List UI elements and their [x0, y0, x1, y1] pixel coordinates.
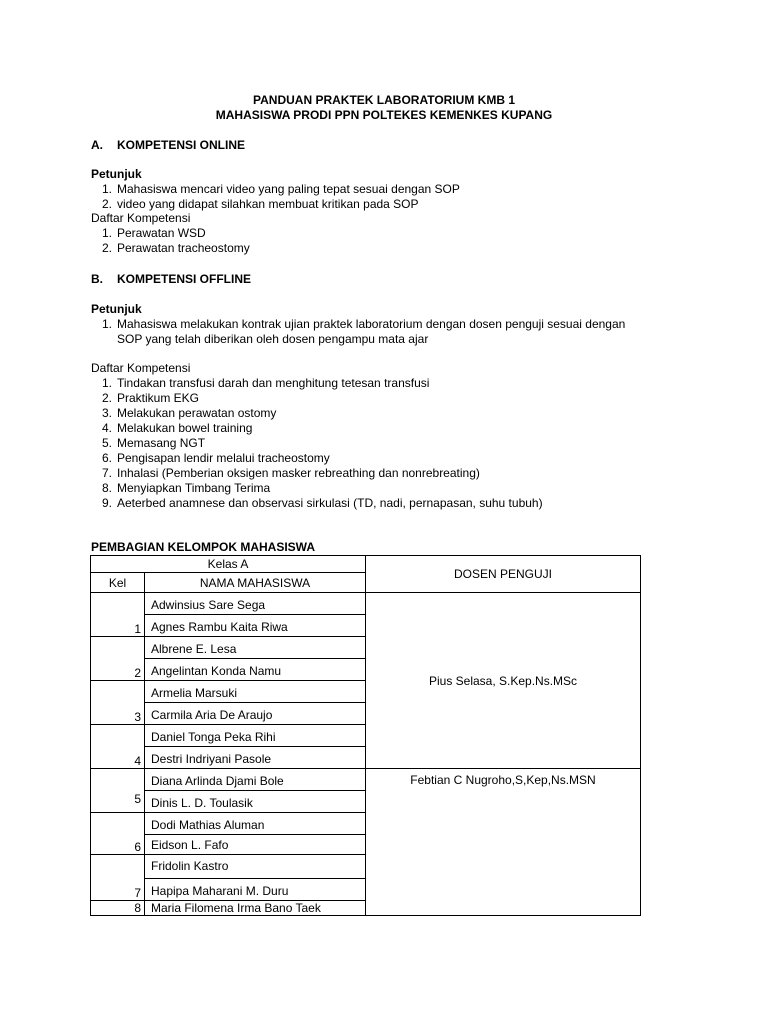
list-item: 3. Melakukan perawatan ostomy	[101, 406, 277, 420]
section-a-petunjuk-list	[92, 182, 652, 212]
section-a-heading: KOMPETENSI ONLINE	[117, 138, 246, 152]
table-row	[91, 769, 641, 791]
list-item: 4. Melakukan bowel training	[101, 421, 253, 435]
list-item: 9. Aeterbed anamnese dan observasi sirkulasi (TD, nadi, pernapasan, suhu tubuh)	[101, 496, 543, 510]
section-b-petunjuk-list	[92, 317, 692, 347]
section-a-petunjuk-label: Petunjuk	[91, 167, 142, 181]
list-item: 2. Praktikum EKG	[101, 391, 200, 405]
section-b-heading: KOMPETENSI OFFLINE	[117, 272, 252, 286]
list-item: 8. Menyiapkan Timbang Terima	[101, 481, 271, 495]
kelas-header: Kelas A	[91, 556, 366, 573]
section-b-petunjuk-label: Petunjuk	[91, 302, 142, 316]
list-item: 2. Perawatan tracheostomy	[101, 241, 250, 255]
dosen-cell: Febtian C Nugroho,S,Kep,Ns.MSN	[366, 769, 641, 916]
nama-header: NAMA MAHASISWA	[145, 573, 366, 593]
list-item: 6. Pengisapan lendir melalui tracheostomy	[101, 451, 330, 465]
dosen-cell: Pius Selasa, S.Kep.Ns.MSc	[366, 593, 641, 769]
student-name: Eidson L. Fafo	[145, 835, 366, 855]
student-name: Maria Filomena Irma Bano Taek	[145, 901, 366, 916]
dosen-header: DOSEN PENGUJI	[366, 556, 641, 593]
kel-cell: 3	[91, 681, 145, 725]
student-name: Adwinsius Sare Sega	[145, 593, 366, 615]
section-a-marker: A.	[91, 138, 103, 152]
student-name: Carmila Aria De Araujo	[145, 703, 366, 725]
list-item: 1. Mahasiswa mencari video yang paling tepat sesuai dengan SOP	[101, 182, 460, 196]
list-item: 2. video yang didapat silahkan membuat kritikan pada SOP	[101, 197, 419, 211]
section-b-daftar-list	[92, 376, 692, 511]
table-row	[91, 593, 641, 615]
student-name: Hapipa Maharani M. Duru	[145, 879, 366, 901]
section-a-daftar-list	[92, 226, 652, 256]
kel-cell: 8	[91, 901, 145, 916]
student-name: Agnes Rambu Kaita Riwa	[145, 615, 366, 637]
document-title-line-1: PANDUAN PRAKTEK LABORATORIUM KMB 1	[253, 93, 515, 107]
list-item: 1. Mahasiswa melakukan kontrak ujian praktek laboratorium dengan dosen penguji sesuai dengan SOP yang telah diberikan oleh dosen pengampu mata ajar	[101, 317, 626, 346]
student-name: Angelintan Konda Namu	[145, 659, 366, 681]
kel-cell: 1	[91, 593, 145, 637]
student-name: Armelia Marsuki	[145, 681, 366, 703]
student-name: Albrene E. Lesa	[145, 637, 366, 659]
list-item: 7. Inhalasi (Pemberian oksigen masker rebreathing dan nonrebreating)	[101, 466, 480, 480]
student-name: Dodi Mathias Aluman	[145, 813, 366, 835]
student-name: Daniel Tonga Peka Rihi	[145, 725, 366, 747]
kel-header: Kel	[91, 573, 145, 593]
kel-cell: 4	[91, 725, 145, 769]
table-caption: PEMBAGIAN KELOMPOK MAHASISWA	[91, 540, 316, 554]
section-b-daftar-label: Daftar Kompetensi	[91, 361, 191, 375]
list-item: 5. Memasang NGT	[101, 436, 206, 450]
kel-cell: 2	[91, 637, 145, 681]
student-name: Fridolin Kastro	[145, 855, 366, 879]
kel-cell: 5	[91, 769, 145, 813]
list-item: 1. Perawatan WSD	[101, 226, 206, 240]
kel-cell: 7	[91, 855, 145, 901]
student-name: Dinis L. D. Toulasik	[145, 791, 366, 813]
list-item: 1. Tindakan transfusi darah dan menghitung tetesan transfusi	[101, 376, 430, 390]
section-b-marker: B.	[91, 272, 103, 286]
table-header-row	[91, 556, 641, 573]
student-name: Diana Arlinda Djami Bole	[145, 769, 366, 791]
kel-cell: 6	[91, 813, 145, 855]
section-a-daftar-label: Daftar Kompetensi	[91, 211, 191, 225]
group-table	[90, 555, 641, 916]
document-title-line-2: MAHASISWA PRODI PPN POLTEKES KEMENKES KUPANG	[215, 108, 553, 122]
student-name: Destri Indriyani Pasole	[145, 747, 366, 769]
